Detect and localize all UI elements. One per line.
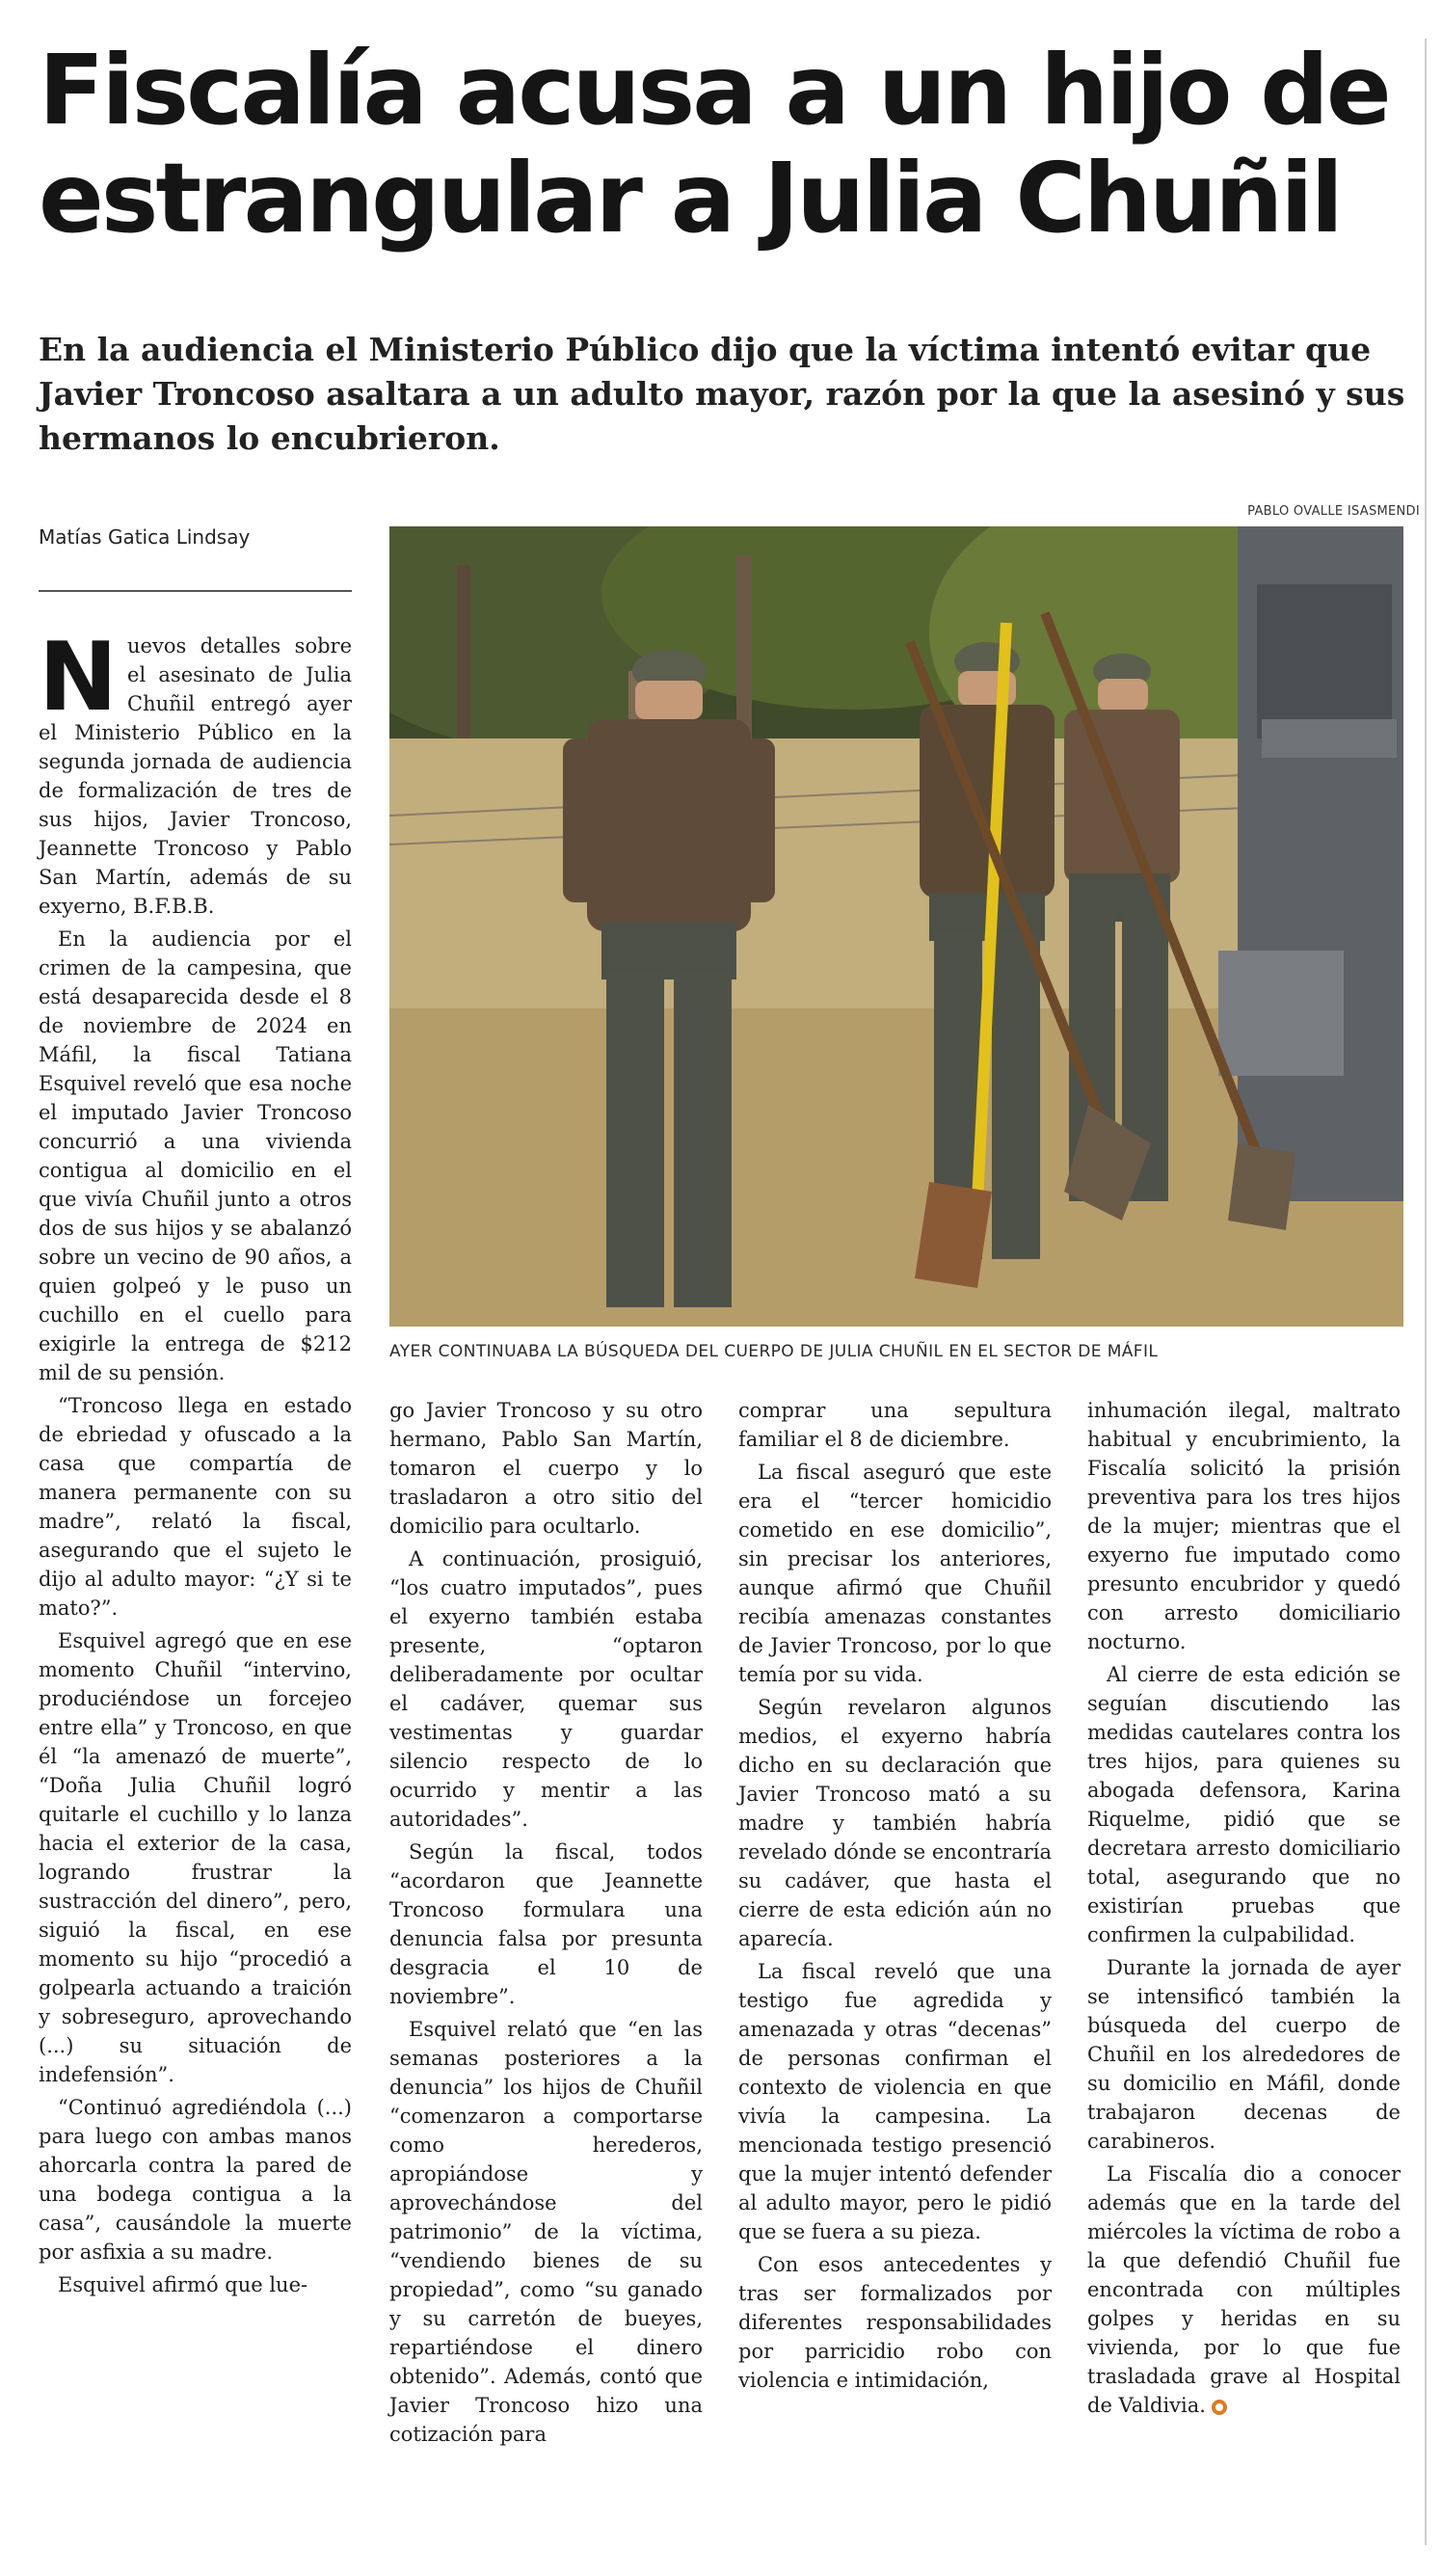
byline-divider <box>39 590 352 592</box>
paragraph: Esquivel agregó que en ese momento Chuñil “intervino, produciéndose un forcejeo entre ella” y Troncoso, en que él “la amenazó de muerte”, “Doña Julia Chuñil logró quitarle el cuchillo y lo lanza hacia el exterior de la casa, logrando frustrar la sustracción del dinero”, pero, siguió la fiscal, en ese momento su hijo “procedió a golpearla actuando a traición y sobreseguro, aprovechando (...) su situación de indefensión”. <box>39 1629 352 2086</box>
paragraph: Según revelaron algunos medios, el exyerno habría dicho en su declaración que Javier Troncoso mató a su madre y también habría revelado dónde se encontraría su cadáver, que hasta el cierre de esta edición aún no aparecía. <box>738 1696 1052 1950</box>
paragraph: Esquivel afirmó que lue- <box>58 2273 308 2296</box>
photo-illustration <box>389 526 1403 1327</box>
photo-caption: AYER CONTINUABA LA BÚSQUEDA DEL CUERPO DE JULIA CHUÑIL EN EL SECTOR DE MÁFIL <box>389 1342 1159 1361</box>
photo-credit: PABLO OVALLE ISASMENDI <box>1247 504 1420 519</box>
paragraph: inhumación ilegal, maltrato habitual y encubrimiento, la Fiscalía solicitó la prisión preventiva para los tres hijos de la mujer; mientras que el exyerno fue imputado como presunto encubridor y quedó con arresto domiciliario nocturno. <box>1087 1399 1401 1653</box>
paragraph: A continuación, prosiguió, “los cuatro imputados”, pues el exyerno también estaba presente, “optaron deliberadamente por ocultar el cadáver, quemar sus vestimentas y guardar silencio respecto de lo ocurrido y mentir a las autoridades”. <box>389 1547 703 1831</box>
paragraph: Esquivel relató que “en las semanas posteriores a la denuncia” los hijos de Chuñil “comenzaron a comportarse como herederos, apropiándose y aprovechándose del patrimonio” de la víctima, “vendiendo bienes de su propiedad”, como “su ganado y su carretón de bueyes, repartiéndose el dinero obtenido”. Además, contó que Javier Troncoso hizo una cotización para <box>389 2018 703 2446</box>
paragraph: Con esos antecedentes y tras ser formalizados por diferentes responsabilidades por parricidio robo con violencia e intimidación, <box>738 2253 1052 2392</box>
paragraph: La fiscal reveló que una testigo fue agredida y amenazada y otras “decenas” de personas confirman el contexto de violencia en que vivía la campesina. La mencionada testigo presenció que la mujer intentó defender al adulto mayor, pero le pidió que se fuera a su pieza. <box>738 1960 1052 2243</box>
article-photo <box>389 526 1403 1327</box>
paragraph: Durante la jornada de ayer se intensificó también la búsqueda del cuerpo de Chuñil en los alrededores de su domicilio en Máfil, donde trabajaron decenas de carabineros. <box>1087 1956 1401 2153</box>
body-column-4 <box>1087 1396 1401 2545</box>
body-column-3 <box>738 1396 1052 2545</box>
paragraph: comprar una sepultura familiar el 8 de diciembre. <box>738 1399 1052 1451</box>
headline: Fiscalía acusa a un hijo de estrangular a Julia Chuñil <box>39 34 1389 255</box>
paragraph: “Continuó agrediéndola (...) para luego con ambas manos ahorcarla contra la pared de una bodega contigua a la casa”, causándole la muerte por asfixia a su madre. <box>39 2096 352 2264</box>
paragraph: Según la fiscal, todos “acordaron que Jeannette Troncoso formulara una denuncia falsa por presunta desgracia el 10 de noviembre”. <box>389 1840 703 2008</box>
paragraph: “Troncoso llega en estado de ebriedad y ofuscado a la casa que compartía de manera permanente con su madre”, relató la fiscal, asegurando que el sujeto le dijo al adulto mayor: “¿Y si te mato?”. <box>39 1394 352 1620</box>
paragraph-text: La Fiscalía dio a conocer además que en la tarde del miércoles la víctima de robo a la que defendió Chuñil fue encontrada con múltiples golpes y heridas en su vivienda, por lo que fue trasladada grave al Hospital de Valdivia. <box>1087 2162 1401 2417</box>
paragraph: En la audiencia por el crimen de la campesina, que está desaparecida desde el 8 de noviembre de 2024 en Máfil, la fiscal Tatiana Esquivel reveló que esa noche el imputado Javier Troncoso concurrió a una vivienda contigua al domicilio en el que vivía Chuñil junto a otros dos de sus hijos y se abalanzó sobre un vecino de 90 años, a quien golpeó y le puso un cuchillo en el cuello para exigirle la entrega de $212 mil de su pensión. <box>39 927 352 1384</box>
paragraph: Al cierre de esta edición se seguían discutiendo las medidas cautelares contra los tres hijos, para quienes su abogada defensora, Karina Riquelme, pidió que se decretara arresto domiciliario total, asegurando que no existirían pruebas que confirmen la culpabilidad. <box>1087 1663 1401 1946</box>
drop-cap: N <box>39 623 119 733</box>
paragraph <box>39 623 352 921</box>
page-edge-rule <box>1425 39 1427 2545</box>
paragraph <box>1087 2160 1401 2420</box>
byline: Matías Gatica Lindsay <box>39 525 251 549</box>
end-of-article-icon <box>1212 2400 1227 2415</box>
deck-subtitle: En la audiencia el Ministerio Público dijo que la víctima intentó evitar que Javier Troncoso asaltara a un adulto mayor, razón por la que la asesinó y sus hermanos lo encubrieron. <box>39 331 1405 457</box>
body-column-1 <box>39 623 352 2545</box>
paragraph: La fiscal aseguró que este era el “tercer homicidio cometido en ese domicilio”, sin precisar los anteriores, aunque afirmó que Chuñil recibía amenazas constantes de Javier Troncoso, por lo que temía por su vida. <box>738 1461 1052 1686</box>
body-column-2 <box>389 1396 703 2545</box>
paragraph-text: uevos detalles sobre el asesinato de Julia Chuñil entregó ayer el Ministerio Público en la segunda jornada de audiencia de formalización de tres de sus hijos, Javier Troncoso, Jeannette Troncoso y Pablo San Martín, además de su exyerno, B.F.B.B. <box>39 634 352 918</box>
paragraph: go Javier Troncoso y su otro hermano, Pablo San Martín, tomaron el cuerpo y lo trasladaron a otro sitio del domicilio para ocultarlo. <box>389 1399 703 1538</box>
